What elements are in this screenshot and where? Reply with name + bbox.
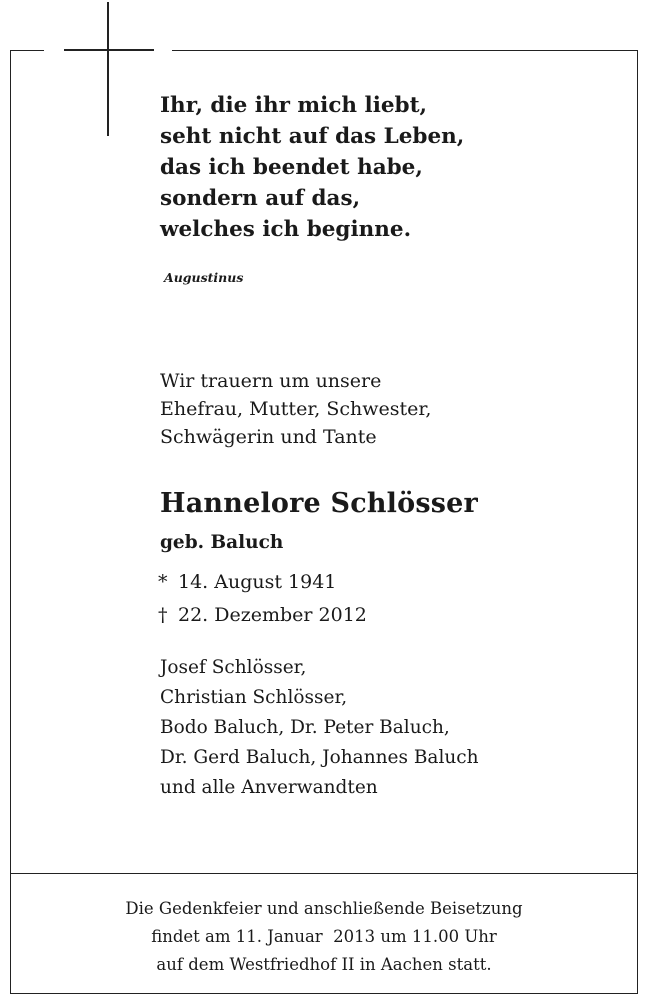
ceremony-line: findet am 11. Januar 2013 um 11.00 Uhr <box>151 927 497 946</box>
poem-line: das ich beendet habe, <box>160 155 423 180</box>
section-divider <box>11 873 637 874</box>
birth-date: 14. August 1941 <box>178 571 337 593</box>
birth-row <box>158 566 367 599</box>
birth-star-icon: * <box>158 571 168 593</box>
frame-gap-left <box>44 46 66 54</box>
cross-icon-horizontal <box>64 49 154 51</box>
death-date: 22. Dezember 2012 <box>178 604 367 626</box>
ceremony-line: Die Gedenkfeier und anschließende Beisetzung <box>125 899 523 918</box>
ceremony-line: auf dem Westfriedhof II in Aachen statt. <box>156 955 492 974</box>
death-cross-icon: † <box>158 604 168 626</box>
deceased-name: Hannelore Schlösser <box>160 488 478 519</box>
family-line: Josef Schlösser, <box>160 657 307 678</box>
intro-line: Ehefrau, Mutter, Schwester, <box>160 398 432 420</box>
family-line: Christian Schlösser, <box>160 687 348 708</box>
poem-line: welches ich beginne. <box>160 217 412 242</box>
family-signatories <box>160 653 479 803</box>
cross-icon <box>107 2 109 136</box>
poem-author: Augustinus <box>164 270 244 285</box>
family-line: und alle Anverwandten <box>160 777 378 798</box>
family-line: Dr. Gerd Baluch, Johannes Baluch <box>160 747 479 768</box>
frame-gap-right <box>152 46 172 54</box>
poem-line: seht nicht auf das Leben, <box>160 124 465 149</box>
life-dates <box>158 566 367 632</box>
death-row <box>158 599 367 632</box>
intro-line: Schwägerin und Tante <box>160 426 377 448</box>
poem <box>160 90 464 245</box>
maiden-name: geb. Baluch <box>160 532 284 553</box>
family-line: Bodo Baluch, Dr. Peter Baluch, <box>160 717 450 738</box>
ceremony-notice <box>10 895 638 979</box>
poem-line: Ihr, die ihr mich liebt, <box>160 93 427 118</box>
poem-line: sondern auf das, <box>160 186 361 211</box>
intro-line: Wir trauern um unsere <box>160 370 382 392</box>
mourning-intro <box>160 367 431 451</box>
